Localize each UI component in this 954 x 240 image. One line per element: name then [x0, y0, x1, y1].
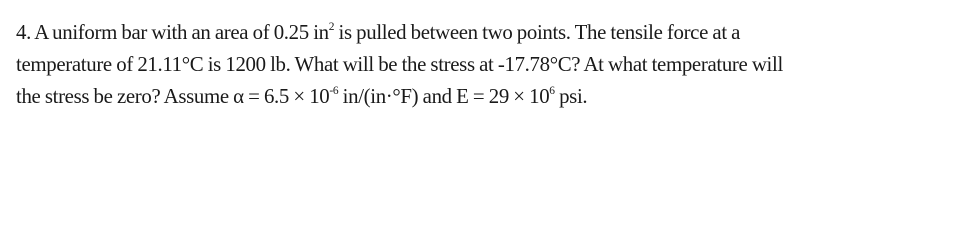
alpha-exponent: -6 — [329, 83, 339, 98]
problem-line-3-text-c: psi. — [554, 84, 588, 108]
problem-line-1 — [16, 16, 914, 48]
area-unit-exponent: 2 — [328, 19, 335, 34]
problem-line-1-text-b: is pulled between two points. The tensile force at a — [334, 20, 741, 44]
problem-line-3-text-b: in/(in·°F) and E = 29 × 10 — [338, 84, 550, 108]
problem-line-3 — [16, 80, 914, 112]
problem-statement — [16, 16, 914, 112]
problem-line-2: temperature of 21.11°C is 1200 lb. What will be the stress at -17.78°C? At what temperature will — [16, 52, 783, 76]
problem-line-3-text-a: the stress be zero? Assume α = 6.5 × 10 — [16, 84, 330, 108]
problem-line-1-text-a: 4. A uniform bar with an area of 0.25 in — [16, 20, 329, 44]
modulus-exponent: 6 — [549, 83, 555, 98]
